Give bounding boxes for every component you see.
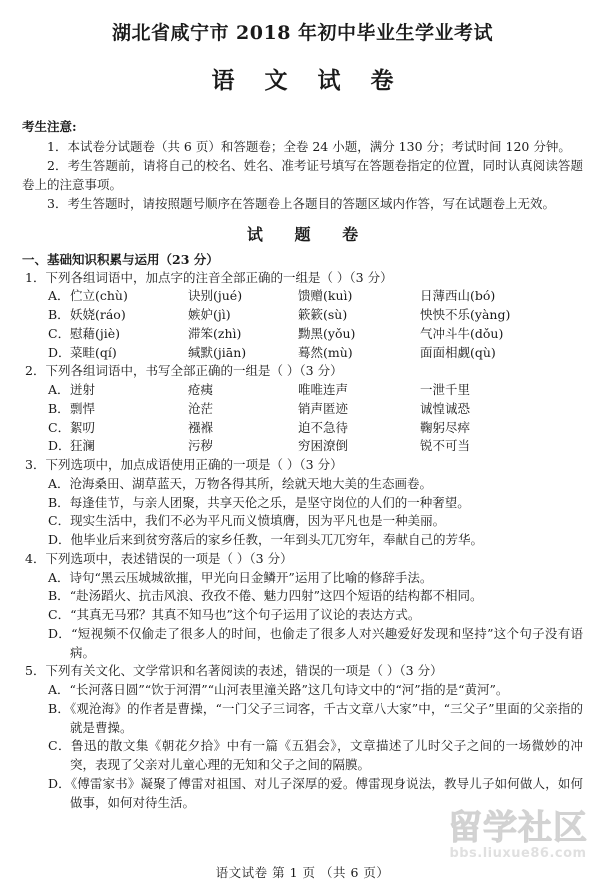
option-row[interactable] (22, 419, 583, 438)
option-cell: 迸射 (70, 382, 96, 398)
section-heading: 一、基础知识积累与运用（23 分） (22, 251, 219, 267)
option-row[interactable] (22, 737, 583, 775)
option-text: 《观沧海》的作者是曹操，“一门父子三词客，千古文章八大家”中，“三父子”里面的父亲指的就是曹操。 (69, 700, 583, 735)
option-row[interactable] (22, 494, 583, 513)
page-footer: 语文试卷 第 1 页 （共 6 页） (215, 865, 390, 880)
notice-heading: 考生注意: (22, 118, 77, 134)
option-cell: 滞笨(zhì) (188, 325, 242, 341)
question-text: 下列有关文化、文学常识和名著阅读的表述，错误的一项是（ ）（3 分） (45, 663, 443, 679)
option-cell: 污秽 (188, 438, 214, 454)
option-text: “短视频不仅偷走了很多人的时间，也偷走了很多人对兴趣爱好发现和坚持”这个句子没有语病。 (70, 625, 583, 660)
option-label: D． (48, 775, 71, 791)
option-cell: 馈赠(kuì) (298, 288, 353, 304)
option-cell: 锐不可当 (420, 438, 471, 454)
option-cell: 黝黑(yǒu) (298, 325, 356, 341)
question-1 (22, 269, 583, 363)
question-stem (25, 456, 583, 475)
option-label: C． (48, 738, 71, 754)
option-cell: 簌簌(sù) (298, 307, 348, 323)
option-row[interactable] (22, 475, 583, 494)
option-row[interactable] (22, 606, 583, 625)
option-label: B． (48, 400, 70, 416)
option-label: C． (48, 607, 71, 623)
question-text: 下列选项中，加点成语使用正确的一项是（ ）（3 分） (45, 457, 343, 473)
option-cell: 狂澜 (70, 438, 96, 454)
question-number: 4． (25, 550, 46, 566)
option-row[interactable] (22, 681, 583, 700)
option-label: C． (48, 513, 71, 529)
question-text: 下列选项中，表述错误的一项是（ ）（3 分） (45, 550, 293, 566)
option-cell: 慰藉(jiè) (70, 325, 121, 341)
question-2 (22, 362, 583, 456)
option-cell: 唯唯连声 (298, 382, 349, 398)
option-label: D． (48, 438, 71, 454)
option-cell: 剽悍 (70, 400, 96, 416)
option-cell: 诀别(jué) (188, 288, 243, 304)
option-cell: 菜畦(qí) (70, 344, 117, 360)
option-row[interactable] (22, 512, 583, 531)
option-cell: 伫立(chù) (70, 288, 128, 304)
option-text: 诗句“黑云压城城欲摧，甲光向日金鳞开”运用了比喻的修辞手法。 (69, 569, 433, 585)
paper-heading: 试 题 卷 (246, 224, 372, 244)
option-row[interactable] (22, 325, 583, 344)
option-label: C． (48, 419, 71, 435)
option-label: A． (48, 682, 70, 698)
notice-item: 1．本试卷分试题卷（共 6 页）和答题卷；全卷 24 小题，满分 130 分；考试时间 120 分钟。 (47, 138, 571, 154)
option-cell: 迫不急待 (298, 419, 349, 435)
question-text: 下列各组词语中，书写全部正确的一组是（ ）（3 分） (45, 363, 343, 379)
option-label: A． (48, 475, 70, 491)
option-text: 《傅雷家书》凝聚了傅雷对祖国、对儿子深厚的爱。傅雷现身说法，教导儿子如何做人，如何做事，如何对待生活。 (70, 775, 583, 810)
option-text: “赴汤蹈火、抗击风浪、孜孜不倦、魅力四射”这四个短语的结构都不相同。 (69, 588, 483, 604)
question-stem (25, 269, 583, 288)
option-cell: 怏怏不乐(yàng) (420, 307, 511, 323)
option-row[interactable] (22, 287, 583, 306)
option-cell: 日薄西山(bó) (420, 288, 496, 304)
option-cell: 缄默(jiān) (188, 344, 247, 360)
option-row[interactable] (22, 306, 583, 325)
option-cell: 诚惶诚恐 (420, 400, 471, 416)
option-cell: 销声匿迹 (298, 400, 349, 416)
option-row[interactable] (22, 775, 583, 813)
option-label: C． (48, 325, 71, 341)
option-text: 鲁迅的散文集《朝花夕拾》中有一篇《五猖会》，文章描述了儿时父子之间的一场微妙的冲突，表现了父亲对儿童心理的无知和父子之间的隔膜。 (70, 738, 583, 773)
option-label: A． (48, 569, 70, 585)
option-cell: 气冲斗牛(dǒu) (420, 325, 504, 341)
option-label: A． (48, 288, 70, 304)
option-cell: 妖娆(ráo) (70, 307, 126, 323)
question-stem (25, 662, 583, 681)
option-cell: 鞠躬尽瘁 (420, 419, 471, 435)
option-text: “长河落日圆”“饮于河渭”“山河表里潼关路”这几句诗文中的“河”指的是“黄河”。 (69, 682, 509, 698)
option-cell: 沧茫 (188, 400, 214, 416)
option-row[interactable] (22, 437, 583, 456)
question-number: 5． (25, 663, 46, 679)
option-row[interactable] (22, 587, 583, 606)
option-row[interactable] (22, 381, 583, 400)
option-row[interactable] (22, 625, 583, 663)
option-cell: 襁褓 (188, 419, 214, 435)
question-stem (25, 550, 583, 569)
option-cell: 穷困潦倒 (298, 438, 349, 454)
question-number: 3． (25, 457, 46, 473)
option-label: D． (48, 625, 72, 641)
notice-item: 2．考生答题前，请将自己的校名、姓名、准考证号填写在答题卷指定的位置，同时认真阅读答题卷上的注意事项。 (22, 157, 583, 192)
option-cell: 嫉妒(jì) (188, 307, 231, 323)
question-4 (22, 550, 583, 663)
option-cell: 疮痍 (188, 382, 214, 398)
watermark-url: bbs.liuxue86.com (449, 846, 587, 861)
option-text: 沧海桑田、湖草蓝天，万物各得其所，绘就天地大美的生态画卷。 (69, 475, 433, 491)
option-cell: 面面相觑(qù) (420, 344, 496, 360)
page-title: 湖北省咸宁市 2018 年初中毕业生学业考试 (111, 22, 494, 44)
option-row[interactable] (22, 700, 583, 738)
option-cell: 蓦然(mù) (298, 344, 353, 360)
option-row[interactable] (22, 569, 583, 588)
question-number: 2． (25, 363, 46, 379)
notice-item: 3．考生答题时，请按照题号顺序在答题卷上各题目的答题区域内作答，写在试题卷上无效。 (47, 195, 555, 211)
option-text: 他毕业后来到贫穷落后的家乡任教，一年到头兀兀穷年，奉献自己的芳华。 (70, 532, 484, 548)
site-watermark (437, 808, 599, 861)
option-row[interactable] (22, 344, 583, 363)
watermark-logo-text: 留学社区 (448, 808, 588, 848)
option-label: B． (48, 307, 70, 323)
option-label: B． (48, 494, 70, 510)
option-text: 每逢佳节，与亲人团聚，共享天伦之乐，是坚守岗位的人们的一种奢望。 (69, 494, 470, 510)
option-text: 现实生活中，我们不必为平凡而义愤填膺，因为平凡也是一种美丽。 (70, 513, 446, 529)
option-row[interactable] (22, 531, 583, 550)
option-label: D． (48, 344, 71, 360)
question-3 (22, 456, 583, 550)
option-label: A． (48, 382, 70, 398)
option-text: “其真无马邪？其真不知马也”这个句子运用了议论的表达方式。 (70, 607, 421, 623)
option-row[interactable] (22, 400, 583, 419)
exam-paper-page (0, 20, 605, 895)
option-label: B． (48, 588, 70, 604)
question-5 (22, 662, 583, 812)
option-label: D． (48, 532, 71, 548)
question-number: 1． (25, 269, 46, 285)
option-label: B． (48, 700, 70, 716)
question-text: 下列各组词语中，加点字的注音全部正确的一组是（ ）（3 分） (45, 269, 393, 285)
option-cell: 一泄千里 (420, 382, 471, 398)
option-cell: 絮叨 (70, 419, 96, 435)
question-stem (25, 362, 583, 381)
page-subtitle: 语 文 试 卷 (211, 66, 405, 94)
